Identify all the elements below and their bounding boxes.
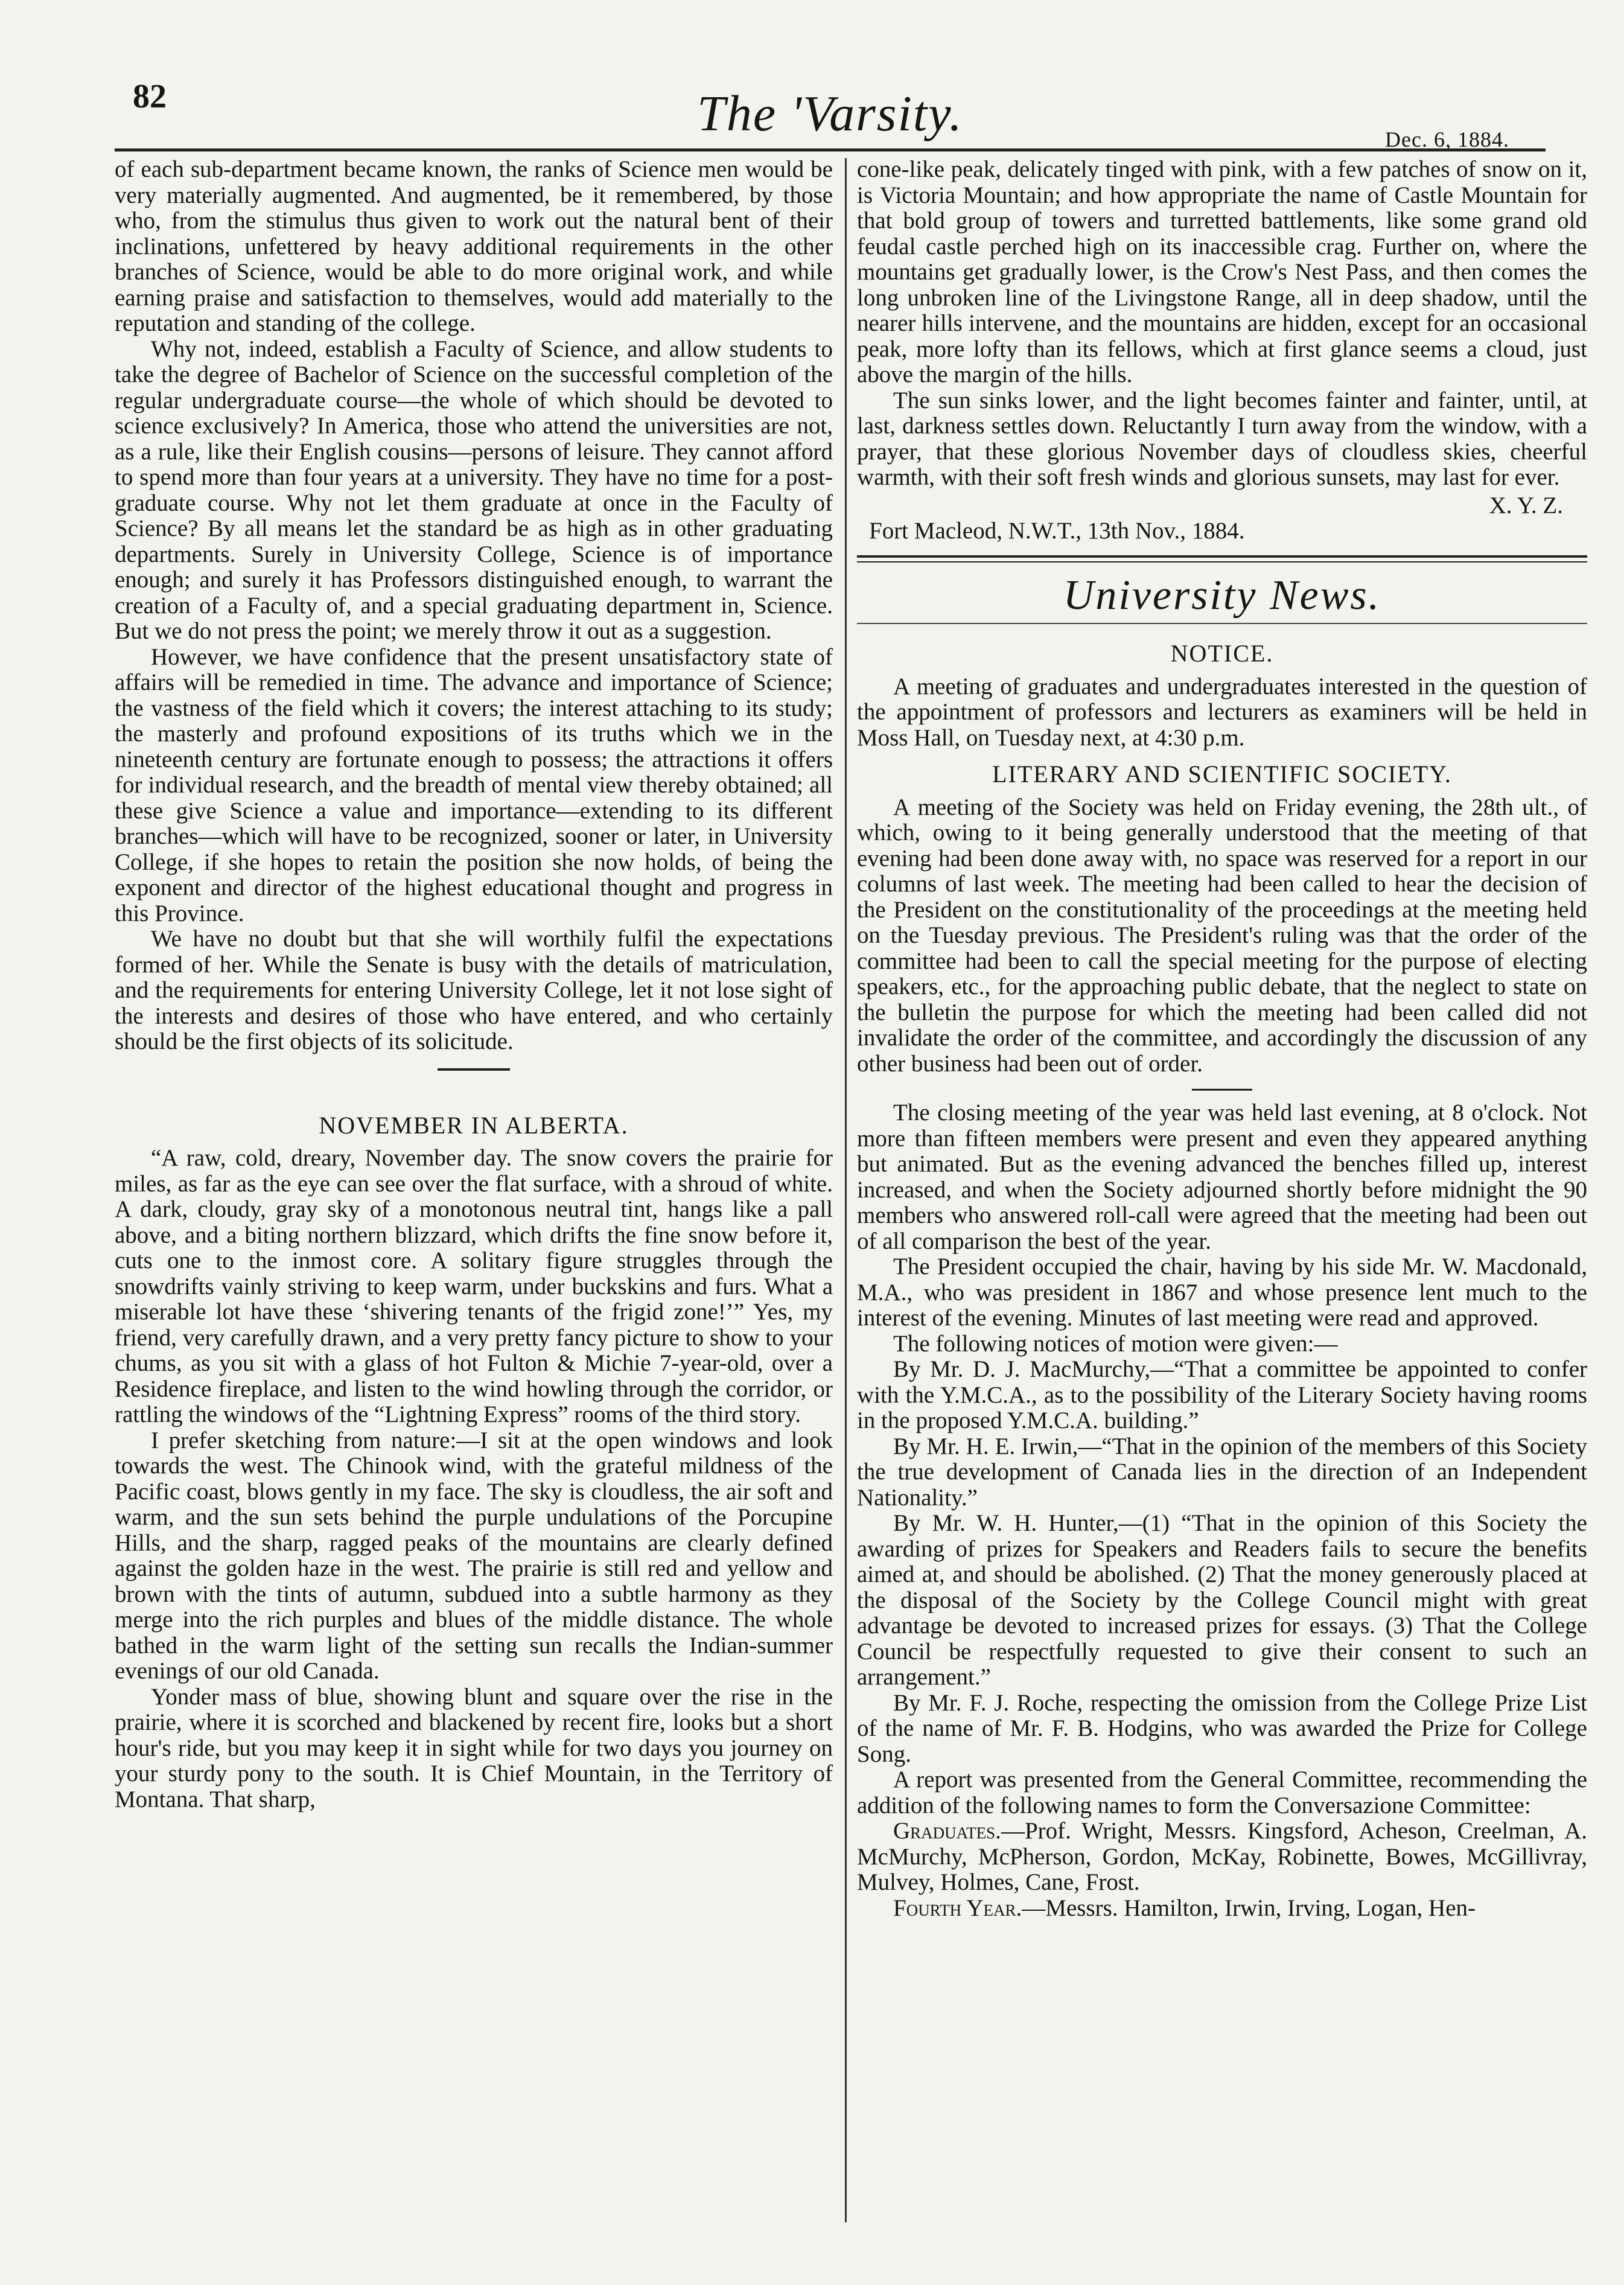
graduates-names: —Prof. Wright, Messrs. Kingsford, Acheson, Creelman, A. McMurchy, McPherson, Gordon, McKay, Robinette, Bowes, McGillivray, Mulvey, Holmes, Cane, Frost. — [857, 1818, 1587, 1895]
report-paragraph: The President occupied the chair, having by his side Mr. W. Macdonald, M.A., who was president in 1867 and whose presence lent much to the interest of the evening. Minutes of last meeting were read and approved. — [857, 1254, 1587, 1331]
column-divider — [845, 158, 847, 2222]
notice-heading: NOTICE. — [1170, 640, 1274, 667]
page-number: 82 — [133, 78, 167, 115]
right-column — [857, 157, 1587, 1921]
article-paragraph: of each sub-department became known, the ranks of Science men would be very materially augmented. And augmented, be it remembered, by those who, from the stimulus thus given to work out the natural bent of their inclinations, unfettered by heavy additional requirements in the other branches of Science, would be able to do more original work, and while earning praise and satisfaction to themselves, would add materially to the reputation and standing of the college. — [115, 156, 833, 336]
article-paragraph: cone-like peak, delicately tinged with pink, with a few patches of snow on it, is Victoria Mountain; and how appropriate the name of Castle Mountain for that bold group of towers and turretted battlements, like some grand old feudal castle perched high on its inaccessible crag. Further on, where the mountains get gradually lower, is the Crow's Nest Pass, and then comes the long unbroken line of the Livingstone Range, all in deep shadow, until the nearer hills intervene, and the mountains are hidden, except for an occasional peak, more lofty than its fellows, which at first glance seems a cloud, just above the margin of the hills. — [857, 156, 1587, 387]
author-signature: X. Y. Z. — [1489, 492, 1563, 518]
graduates-list — [857, 1818, 1587, 1896]
article-paragraph: We have no doubt but that she will worthily fulfil the expectations formed of her. While the Senate is busy with the details of matriculation, and the requirements for entering University College, let it not lose sight of the interests and desires of those who have entered, and who certainly should be the first objects of its solicitude. — [115, 926, 833, 1054]
dateline: Fort Macleod, N.W.T., 13th Nov., 1884. — [869, 518, 1245, 544]
section-separator — [438, 1068, 510, 1071]
graduates-label: Graduates. — [893, 1818, 1001, 1844]
society-heading: LITERARY AND SCIENTIFIC SOCIETY. — [992, 760, 1452, 788]
left-column — [115, 157, 833, 1812]
fourth-year-names: —Messrs. Hamilton, Irwin, Irving, Logan, Hen- — [1022, 1895, 1476, 1921]
report-paragraph: By Mr. H. E. Irwin,—“That in the opinion of the members of this Society the true development of Canada lies in the direction of an Independent Nationality.” — [857, 1433, 1587, 1511]
article-title: NOVEMBER IN ALBERTA. — [319, 1111, 629, 1139]
society-text: A meeting of the Society was held on Friday evening, the 28th ult., of which, owing to it being generally understood that the meeting of that evening had been done away with, no space was reserved for a report in our columns of last week. The meeting had been called to hear the decision of the President on the constitutionality of the proceedings at the meeting held on the Tuesday previous. The President's ruling was that the order of the committee had been to call the special meeting for the purpose of electing speakers, etc., for the approaching public debate, that the neglect to state on the bulletin the purpose for which the meeting had been called did not invalidate the order of the committee, and accordingly the discussion of any other business had been out of order. — [857, 794, 1587, 1077]
article-paragraph: Yonder mass of blue, showing blunt and square over the rise in the prairie, where it is scorched and blackened by recent fire, looks but a short hour's ride, but you may keep it in sight while for two days you journey on your sturdy pony to the south. It is Chief Mountain, in the Territory of Montana. That sharp, — [115, 1683, 833, 1812]
article-paragraph: I prefer sketching from nature:—I sit at the open windows and look towards the west. The Chinook wind, with the grateful mildness of the Pacific coast, blows gently in my face. The sky is cloudless, the air soft and warm, and the sun sets behind the purple undulations of the Porcupine Hills, and the sharp, ragged peaks of the mountains are clearly defined against the golden haze in the west. The prairie is still red and yellow and brown with the tints of autumn, subdued into a subtle harmony as they merge into the rich purples and blues of the middle distance. The whole bathed in the warm light of the setting sun recalls the Indian-summer evenings of our old Canada. — [115, 1427, 833, 1684]
issue-date: Dec. 6, 1884. — [1385, 127, 1509, 151]
article-paragraph: “A raw, cold, dreary, November day. The snow covers the prairie for miles, as far as the eye can see over the flat surface, with a shroud of white. A dark, cloudy, gray sky of a monotonous neutral tint, hangs like a pall above, and a biting northern blizzard, which drifts the fine snow before it, cuts one to the inmost core. A solitary figure struggles through the snowdrifts vainly striving to keep warm, under buckskins and furs. What a miserable lot have these ‘shivering tenants of the frigid zone!’” Yes, my friend, very carefully drawn, and a very pretty fancy picture to show to your chums, as you sit with a glass of hot Fulton & Michie 7-year-old, over a Residence fireplace, and listen to the wind howling through the corridor, or rattling the windows of the “Lightning Express” rooms of the third story. — [115, 1145, 833, 1427]
article-paragraph: Why not, indeed, establish a Faculty of Science, and allow students to take the degree of Bachelor of Science on the successful completion of the regular undergraduate course—the whole of which should be devoted to science exclusively? In America, those who attend the universities are not, as a rule, like their English cousins—persons of leisure. They cannot afford to spend more than four years at a university. They have no time for a post-graduate course. Why not let them graduate at once in the Faculty of Science? By all means let the standard be as high as in other graduating departments. Surely in University College, Science is of importance enough; and surely it has Professors distinguished enough, to warrant the creation of a Faculty of, and a special graduating department in, Science. But we do not press the point; we merely throw it out as a suggestion. — [115, 336, 833, 644]
fourth-year-label: Fourth Year. — [893, 1895, 1022, 1921]
article-paragraph: However, we have confidence that the present unsatisfactory state of affairs will be remedied in time. The advance and importance of Science; the vastness of the field which it covers; the interest attaching to its study; the masterly and profound expositions of its truths which we in the nineteenth century are fortunate enough to possess; the attractions it offers for individual research, and the breadth of mental view thereby obtained; all these give Science a value and importance—extending to its different branches—which will have to be recognized, sooner or later, in University College, if she hopes to retain the position she now holds, of being the exponent and director of the highest educational thought and progress in this Province. — [115, 643, 833, 926]
notice-text: A meeting of graduates and undergraduates interested in the question of the appointment of professors and lecturers as examiners will be held in Moss Hall, on Tuesday next, at 4:30 p.m. — [857, 673, 1587, 751]
section-separator — [1192, 1089, 1252, 1091]
report-paragraph: By Mr. F. J. Roche, respecting the omission from the College Prize List of the name of Mr. F. B. Hodgins, who was awarded the Prize for College Song. — [857, 1689, 1587, 1767]
report-paragraph: By Mr. D. J. MacMurchy,—“That a committee be appointed to confer with the Y.M.C.A., as to the possibility of the Literary Society having rooms in the proposed Y.M.C.A. building.” — [857, 1356, 1587, 1433]
report-paragraph: The following notices of motion were given:— — [893, 1330, 1338, 1357]
double-rule — [857, 555, 1587, 562]
report-paragraph: The closing meeting of the year was held last evening, at 8 o'clock. Not more than fifteen members were present and even they appeared anything but animated. But as the evening advanced the benches filled up, interest increased, and when the Society adjourned shortly before midnight the 90 members who answered roll-call were agreed that the meeting had been out of all comparison the best of the year. — [857, 1100, 1587, 1254]
article-paragraph: The sun sinks lower, and the light becomes fainter and fainter, until, at last, darkness settles down. Reluctantly I turn away from the window, with a prayer, that these glorious November days of cloudless skies, cheerful warmth, with their soft fresh winds and glorious sunsets, may last for ever. — [857, 387, 1587, 490]
fourth-year-list — [857, 1896, 1587, 1922]
section-title: University News. — [1063, 572, 1381, 619]
report-paragraph: By Mr. W. H. Hunter,—(1) “That in the opinion of this Society the awarding of prizes for Speakers and Readers fails to secure the benefits aimed at, and should be abolished. (2) That the money generously placed at the disposal of the Society by the College Council might with great advantage be devoted to increased prizes for essays. (3) That the College Council be respectfully requested to give their consent to such an arrangement.” — [857, 1510, 1587, 1690]
page-header — [115, 66, 1546, 151]
masthead-title: The 'Varsity. — [697, 86, 963, 142]
header-rule — [115, 148, 1546, 151]
section-title-rule — [857, 623, 1587, 624]
report-paragraph: A report was presented from the General Committee, recommending the addition of the following names to form the Conversazione Committee: — [857, 1767, 1587, 1818]
